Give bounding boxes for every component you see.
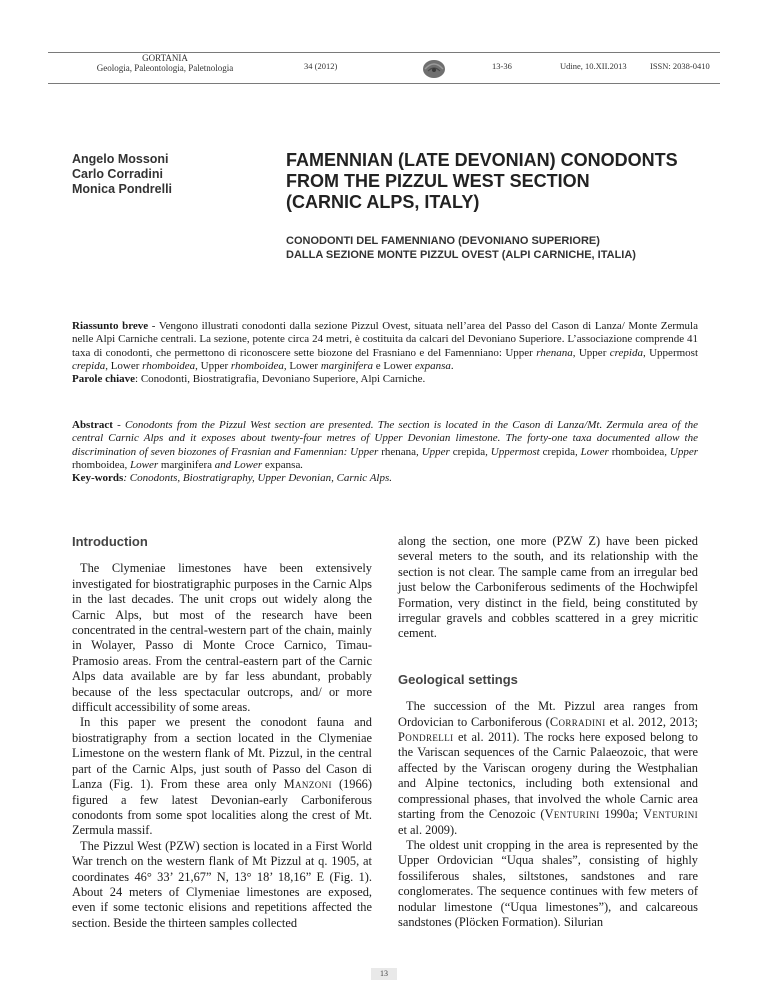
paper-subtitle bbox=[286, 234, 736, 262]
riassunto-block bbox=[72, 320, 698, 386]
text-run: , Uppermost bbox=[485, 445, 543, 458]
subtitle-line: DALLA SEZIONE MONTE PIZZUL OVEST (ALPI CARNICHE, ITALIA) bbox=[286, 249, 636, 261]
zone-name: crepida bbox=[542, 445, 575, 458]
volume: 34 (2012) bbox=[304, 61, 338, 71]
intro-paragraph-continued: along the section, one more (PZW Z) have been picked several meters to the south, and its relationship with the section is not clear. The sample came from an irregular bed just below the Carboniferous sediments of the Hochwipfel Formation, very distinct in the field, being constituted by irregular gravels and cobbles scattered in a grey micritic cement. bbox=[398, 534, 698, 641]
journal-subtitle: Geologia, Paleontologia, Paletnologia bbox=[96, 63, 234, 73]
author-name: Carlo Corradini bbox=[72, 167, 163, 181]
issn: ISSN: 2038-0410 bbox=[650, 61, 710, 71]
author-name: Angelo Mossoni bbox=[72, 152, 169, 166]
publication-date: Udine, 10.XII.2013 bbox=[560, 61, 627, 71]
section-heading-introduction: Introduction bbox=[72, 534, 148, 549]
zone-name: expansa bbox=[264, 458, 301, 471]
zone-name: expansa bbox=[414, 359, 451, 372]
text-run: et al. 2012, 2013; bbox=[605, 714, 698, 729]
riassunto-label: Riassunto breve bbox=[72, 320, 149, 332]
intro-paragraph bbox=[72, 715, 372, 838]
zone-name: crepida bbox=[452, 445, 486, 458]
page-number: 13 bbox=[371, 968, 397, 980]
zone-name: crepida bbox=[72, 359, 106, 372]
header-bottom-rule bbox=[48, 83, 720, 84]
text-run: The succession of the Mt. Pizzul area ranges from Ordovician to Carboniferous ( bbox=[398, 699, 698, 729]
zone-name: crepida bbox=[609, 346, 643, 359]
subtitle-line: CONODONTI DEL FAMENNIANO (DEVONIANO SUPERIORE) bbox=[286, 235, 600, 247]
text-run: , Upper bbox=[195, 359, 231, 372]
journal-name: GORTANIA bbox=[142, 53, 188, 63]
zone-name: rhomboidea bbox=[611, 445, 665, 458]
citation-author: Venturini bbox=[544, 807, 600, 822]
text-run: e Lower bbox=[372, 359, 415, 372]
intro-paragraph: The Pizzul West (PZW) section is located in a First World War trench on the western flank of Mt Pizzul at q. 1905, at coordinates 46° 33’ 21,67” N, 13° 18’ 18,16” E (Fig. 1). About 24 meters of Clymeniae limestones are exposed, even if some tectonic elisions and repetitions affected the section. Beside the thirteen samples collected bbox=[72, 838, 372, 930]
geo-paragraph: The oldest unit cropping in the area is represented by the Upper Ordovician “Uqua shales”, consisting of highly fossiliferous shales, siltstones, sandstones and rare conglomerates. The sequence continues with few meters of nodular limestone (“Uqua limestones”), and calcareous sandstones (Plöcken Formation). Silurian bbox=[398, 837, 698, 929]
zone-name: rhomboidea bbox=[142, 359, 196, 372]
text-run: (1966) figured a few latest Devonian-early Carboniferous conodonts from some spot localities along the crest of Mt. Zermula massif. bbox=[72, 777, 372, 838]
text-run: 1990a; bbox=[599, 807, 643, 822]
text-run: . bbox=[450, 359, 454, 372]
keywords-label: Key-words bbox=[72, 472, 124, 485]
text-run: and Lower bbox=[212, 458, 265, 471]
text-run: , Lower bbox=[124, 458, 161, 471]
section-heading-geological-settings: Geological settings bbox=[398, 671, 518, 687]
author-name: Monica Pondrelli bbox=[72, 182, 173, 196]
fossil-logo-icon bbox=[420, 54, 448, 82]
keywords-text: : Conodonts, Biostratigraphy, Upper Devonian, Carnic Alps. bbox=[123, 472, 393, 485]
text-run: In this paper we present the conodont fauna and biostratigraphy from a section located in the Clymeniae Limestone on the western flank of Mt. Pizzul, in the central part of the Carnic Alps, just south of Passo del Cason di Lanza (Fig. 1). From these area only bbox=[72, 715, 372, 792]
intro-paragraph: The Clymeniae limestones have been extensively investigated for biostratigraphic purposes in the Carnic Alps in the last decades. The unit crops out widely along the Carnic Alps, but most of the research have been concentrated in the central-western part of the chain, mainly in Wolayer, Passo di Monte Croce Carnico, Timau-Pramosio areas. From the central-eastern part of the Carnic Alps data available are by far less abundant, probably because of the less spectacular outcrops, and/ or more difficult accessibility of some areas. bbox=[72, 561, 372, 715]
riassunto-text bbox=[72, 320, 698, 373]
title-line: (CARNIC ALPS, ITALY) bbox=[286, 192, 480, 212]
abstract-body: - Conodonts from the Pizzul West section are presented. The section is located in the Cason di Lanza/Mt. Zermula area of the central Carnic Alps and it exposes about twenty-four metres of Upper Devonian limestone. The forty-one taxa documented allow the discrimination of seven biozones of Frasnian and Famennian: Upper bbox=[72, 419, 698, 458]
parole-chiave bbox=[72, 373, 698, 386]
citation-author: Corradini bbox=[549, 714, 606, 729]
key-words bbox=[72, 472, 698, 485]
citation-author: Pondrelli bbox=[398, 730, 454, 745]
text-run: , Uppermost bbox=[642, 346, 698, 359]
abstract-block bbox=[72, 419, 698, 485]
zone-name: marginifera bbox=[160, 458, 213, 471]
author-list bbox=[72, 152, 172, 197]
citation-author: Manzoni bbox=[283, 777, 332, 792]
text-run: et al. 2009). bbox=[398, 822, 458, 837]
text-run: , Lower bbox=[574, 445, 612, 458]
zone-name: rhenana bbox=[536, 346, 573, 359]
text-run: , Upper bbox=[416, 445, 453, 458]
text-run: , Upper bbox=[664, 445, 699, 458]
journal-block bbox=[50, 53, 280, 73]
zone-name: marginifera bbox=[320, 359, 373, 372]
paper-title bbox=[286, 150, 726, 213]
page-range: 13-36 bbox=[492, 61, 512, 71]
text-run: et al. 2011). The rocks here exposed belong to the Variscan sequences of the Carnic Palaeozoic, that were affected by the Variscan orogeny during the Westphalian and Alpine tectonics, including both extensional and compressional phases, that involved the whole Carnic area starting from the Cenozoic ( bbox=[398, 730, 698, 822]
title-line: FROM THE PIZZUL WEST SECTION bbox=[286, 171, 590, 191]
text-run: . bbox=[300, 458, 304, 471]
text-run: , Upper bbox=[572, 346, 610, 359]
geo-paragraph bbox=[398, 699, 698, 838]
keywords-text: : Conodonti, Biostratigrafia, Devoniano Superiore, Alpi Carniche. bbox=[135, 373, 426, 386]
running-header bbox=[48, 50, 720, 86]
text-run: , Lower bbox=[283, 359, 321, 372]
title-line: FAMENNIAN (LATE DEVONIAN) CONODONTS bbox=[286, 150, 678, 170]
zone-name: rhenana bbox=[381, 445, 417, 458]
text-run: , Lower bbox=[105, 359, 143, 372]
left-column bbox=[72, 534, 372, 931]
abstract-label: Abstract bbox=[72, 419, 113, 431]
zone-name: rhomboidea bbox=[230, 359, 284, 372]
zone-name: rhomboidea bbox=[72, 458, 125, 471]
riassunto-body: - Vengono illustrati conodonti dalla sezione Pizzul Ovest, situata nell’area del Passo del Cason di Lanza/ Monte Zermula nelle Alpi Carniche centrali. La sezione, potente circa 24 metri, è costituita da calcari del Devoniano Superiore. L’associazione comprende 41 taxa di conodonti, che permettono di riconoscere sette biozone del Frasniano e del Famenniano: Upper bbox=[72, 320, 698, 359]
keywords-label: Parole chiave bbox=[72, 373, 136, 386]
citation-author: Venturini bbox=[642, 807, 699, 822]
abstract-text bbox=[72, 419, 698, 472]
right-column bbox=[398, 534, 698, 930]
